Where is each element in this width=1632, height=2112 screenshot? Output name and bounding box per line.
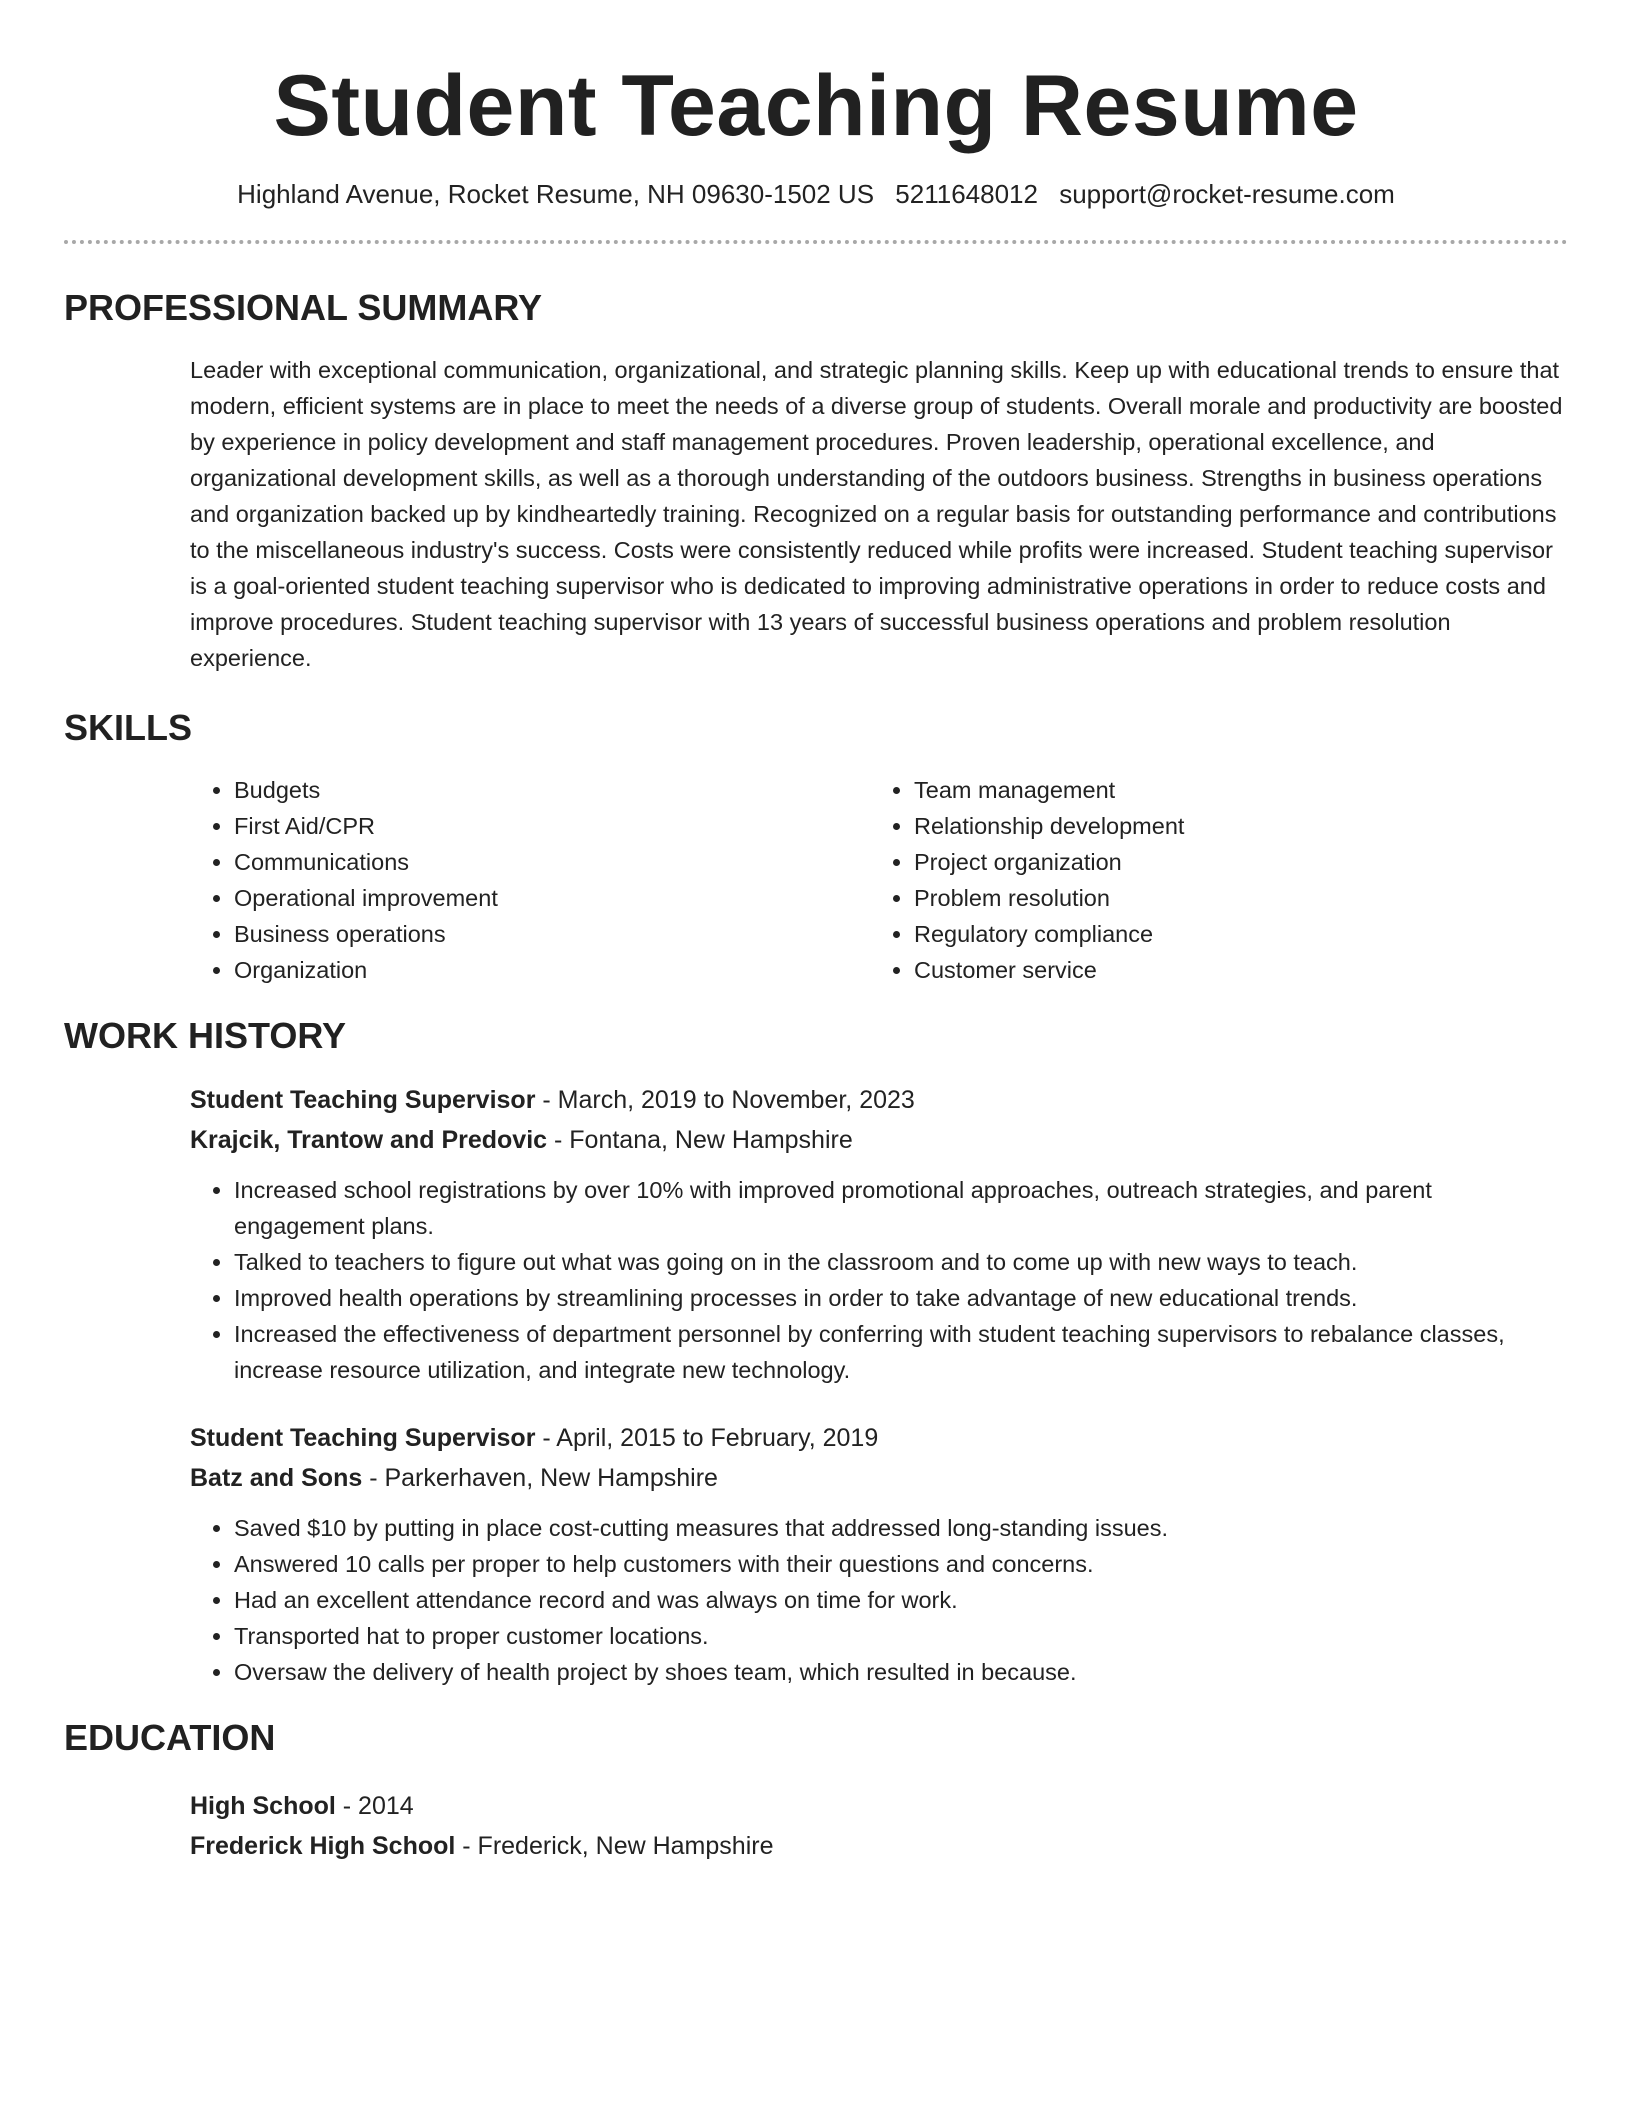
job-location: - Fontana, New Hampshire — [547, 1126, 853, 1154]
job-bullet: • Improved health operations by streamlining processes in order to take advantage of new educational trends. — [234, 1280, 1568, 1316]
job-entry — [190, 1080, 1568, 1388]
job-company-line — [190, 1458, 1568, 1498]
skill-item: • Organization — [234, 952, 870, 988]
job-entry — [190, 1418, 1568, 1690]
job-company-line — [190, 1120, 1568, 1160]
education-school: Frederick High School — [190, 1832, 456, 1860]
skill-item: • Operational improvement — [234, 880, 870, 916]
skills-left-list — [190, 772, 870, 988]
job-bullet: • Answered 10 calls per proper to help customers with their questions and concerns. — [234, 1546, 1568, 1582]
summary-section — [64, 286, 1568, 676]
skill-item: • First Aid/CPR — [234, 808, 870, 844]
skills-columns — [190, 772, 1568, 988]
skill-item: • Problem resolution — [914, 880, 1550, 916]
skill-item: • Regulatory compliance — [914, 916, 1550, 952]
job-bullet: • Saved $10 by putting in place cost-cutting measures that addressed long-standing issues. — [234, 1510, 1568, 1546]
education-heading: EDUCATION — [64, 1717, 276, 1758]
skill-item: • Budgets — [234, 772, 870, 808]
contact-phone: 5211648012 — [895, 179, 1038, 209]
work-history-section — [64, 1014, 1568, 1690]
job-dates: - April, 2015 to February, 2019 — [535, 1424, 879, 1452]
header-divider — [64, 240, 1568, 244]
job-company: Krajcik, Trantow and Predovic — [190, 1126, 548, 1154]
job-dates: - March, 2019 to November, 2023 — [535, 1086, 915, 1114]
education-school-line — [190, 1826, 1568, 1866]
job-company: Batz and Sons — [190, 1464, 363, 1492]
education-degree: High School — [190, 1792, 336, 1820]
job-bullet: • Transported hat to proper customer locations. — [234, 1618, 1568, 1654]
job-bullets — [190, 1172, 1568, 1388]
skill-item: • Team management — [914, 772, 1550, 808]
job-bullets — [190, 1510, 1568, 1690]
skill-item: • Business operations — [234, 916, 870, 952]
resume-page — [64, 0, 1568, 1866]
resume-title: Student Teaching Resume — [273, 58, 1359, 154]
job-bullet: • Talked to teachers to figure out what was going on in the classroom and to come up with new ways to teach. — [234, 1244, 1568, 1280]
skill-item: • Customer service — [914, 952, 1550, 988]
summary-heading: PROFESSIONAL SUMMARY — [64, 287, 543, 328]
job-title: Student Teaching Supervisor — [190, 1086, 536, 1114]
skills-right-list — [870, 772, 1550, 988]
job-title-line — [190, 1418, 1568, 1458]
job-title: Student Teaching Supervisor — [190, 1424, 536, 1452]
job-title-line — [190, 1080, 1568, 1120]
job-bullet: • Increased school registrations by over 10% with improved promotional approaches, outreach strategies, and parent engagement plans. — [234, 1172, 1568, 1244]
education-degree-line — [190, 1786, 1568, 1826]
contact-line — [64, 176, 1568, 212]
education-entry — [190, 1786, 1568, 1866]
skills-heading: SKILLS — [64, 707, 193, 748]
contact-email: support@rocket-resume.com — [1059, 179, 1395, 209]
job-bullet: • Had an excellent attendance record and was always on time for work. — [234, 1582, 1568, 1618]
education-section — [64, 1716, 1568, 1866]
skill-item: • Relationship development — [914, 808, 1550, 844]
job-location: - Parkerhaven, New Hampshire — [362, 1464, 718, 1492]
skills-section — [64, 706, 1568, 988]
education-location: - Frederick, New Hampshire — [455, 1832, 774, 1860]
education-year: - 2014 — [335, 1792, 414, 1820]
skill-item: • Communications — [234, 844, 870, 880]
job-bullet: • Oversaw the delivery of health project by shoes team, which resulted in because. — [234, 1654, 1568, 1690]
job-bullet: • Increased the effectiveness of department personnel by conferring with student teaching supervisors to rebalance classes, increase resource utilization, and integrate new technology. — [234, 1316, 1568, 1388]
contact-address: Highland Avenue, Rocket Resume, NH 09630-1502 US — [237, 179, 875, 209]
skill-item: • Project organization — [914, 844, 1550, 880]
work-history-heading: WORK HISTORY — [64, 1015, 347, 1056]
summary-text: Leader with exceptional communication, organizational, and strategic planning skills. Keep up with educational trends to ensure that modern, efficient systems are in place to meet the needs of a diverse group of students. Overall morale and productivity are boosted by experience in policy development and staff management procedures. Proven leadership, operational excellence, and organizational development skills, as well as a thorough understanding of the outdoors business. Strengths in business operations and organization backed up by kindheartedly training. Recognized on a regular basis for outstanding performance and contributions to the miscellaneous industry's success. Costs were consistently reduced while profits were increased. Student teaching supervisor is a goal-oriented student teaching supervisor who is dedicated to improving administrative operations in order to reduce costs and improve procedures. Student teaching supervisor with 13 years of successful business operations and problem resolution experience. — [190, 357, 1563, 671]
